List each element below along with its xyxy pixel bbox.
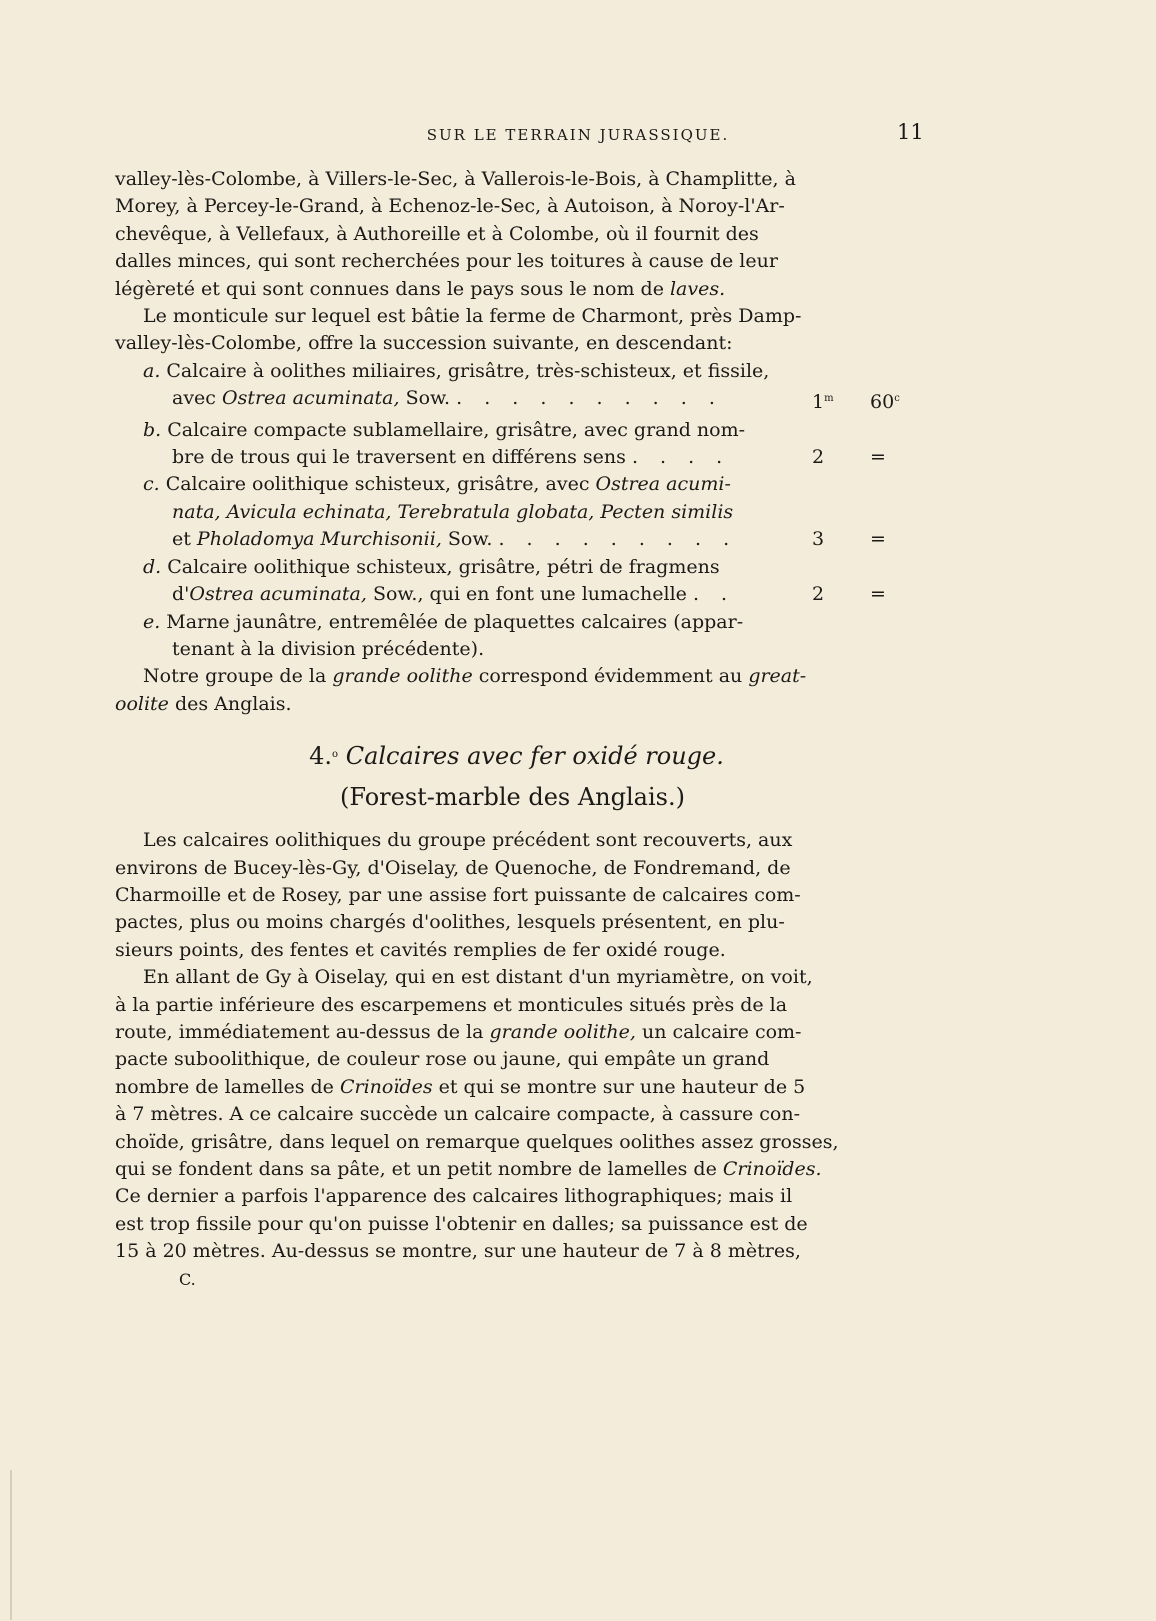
leader-dots: . . . . xyxy=(631,446,731,469)
item-label: e. xyxy=(143,610,161,633)
text-span: dalles minces, qui sont recherchées pour les toitures à cause de leur xyxy=(115,250,778,273)
italic-term: Ostrea acumi- xyxy=(595,473,731,496)
text-line xyxy=(115,691,910,718)
text-line xyxy=(115,166,910,193)
text-span: environs de Bucey-lès-Gy, d'Oiselay, de Quenoche, de Fondremand, de xyxy=(115,856,791,879)
list-item-d-cont xyxy=(115,581,910,608)
text-line xyxy=(115,248,910,275)
italic-term: Pholadomya Murchisonii, xyxy=(196,528,442,551)
text-span: qui se fondent dans sa pâte, et un petit nombre de lamelles de xyxy=(115,1158,723,1180)
list-item-c-cont xyxy=(115,526,910,553)
unit-sup: m xyxy=(824,393,834,405)
text-span: route, immédiatement au-dessus de la xyxy=(115,1020,490,1043)
text-span: Calcaire à oolithes miliaires, grisâtre, très-schisteux, et fissile, xyxy=(166,359,770,382)
list-item-b xyxy=(115,417,910,444)
text-line xyxy=(115,1183,910,1210)
text-span: chevêque, à Vellefaux, à Authoreille et à Colombe, où il fournit des xyxy=(115,222,759,245)
text-span xyxy=(172,444,812,471)
italic-term: Crinoïdes xyxy=(339,1075,433,1098)
text-span: pacte suboolithique, de couleur rose ou jaune, qui empâte un grand xyxy=(115,1048,770,1071)
text-span: Ce dernier a parfois l'apparence des calcaires lithographiques; mais il xyxy=(115,1185,793,1208)
text-span: Sow. xyxy=(441,528,493,551)
italic-term: nata, Avicula echinata, Terebratula globata, Pecten similis xyxy=(172,500,734,523)
text-span: Marne jaunâtre, entremêlée de plaquettes calcaires (appar- xyxy=(166,610,744,633)
text-span: correspond évidemment au xyxy=(472,665,749,688)
text-span xyxy=(172,526,812,553)
text-span: un calcaire com- xyxy=(635,1020,802,1043)
item-label: c. xyxy=(143,473,160,496)
list-item-a xyxy=(115,358,910,385)
centimetres-value: = xyxy=(870,446,886,469)
page-edge-mark xyxy=(10,1470,12,1620)
section-heading xyxy=(115,718,910,771)
text-line xyxy=(115,827,910,854)
thickness-value xyxy=(812,444,910,471)
text-line xyxy=(115,1129,910,1156)
list-item-b-cont xyxy=(115,444,910,471)
text-span: Les calcaires oolithiques du groupe précédent sont recouverts, aux xyxy=(143,829,793,852)
text-span: 1 xyxy=(812,391,825,414)
running-title: SUR LE TERRAIN JURASSIQUE. xyxy=(426,126,730,144)
text-span: avec xyxy=(172,387,222,410)
text-span xyxy=(172,581,812,608)
text-span: Calcaire oolithique schisteux, grisâtre, avec xyxy=(165,473,596,496)
text-line xyxy=(115,909,910,936)
unit-sup: c xyxy=(894,393,900,405)
text-span: Le monticule sur lequel est bâtie la ferme de Charmont, près Damp- xyxy=(143,305,802,328)
text-line xyxy=(115,276,910,303)
text-span: Sow., qui en font une lumachelle xyxy=(366,583,687,606)
text-line xyxy=(115,303,910,330)
text-span: bre de trous qui le traversent en différens sens xyxy=(172,446,626,469)
text-span: légèreté et qui sont connues dans le pays sous le nom de xyxy=(115,277,670,300)
text-span: choïde, grisâtre, dans lequel on remarque quelques oolithes assez grosses, xyxy=(115,1130,839,1153)
text-span: d' xyxy=(172,583,190,606)
italic-term: grande oolithe xyxy=(332,665,473,688)
text-span: et xyxy=(172,528,197,551)
text-line xyxy=(115,221,910,248)
list-item-e xyxy=(115,609,910,636)
text-line xyxy=(115,855,910,882)
text-span: à la partie inférieure des escarpemens et monticules situés près de la xyxy=(115,993,788,1016)
text-line xyxy=(115,992,910,1019)
text-span: nombre de lamelles de xyxy=(115,1075,340,1098)
italic-term: great- xyxy=(748,665,807,688)
text-span: 60 xyxy=(870,391,895,414)
text-line xyxy=(115,1046,910,1073)
list-item-d xyxy=(115,554,910,581)
metres-value xyxy=(812,385,834,416)
list-item-a-cont xyxy=(115,385,910,416)
signature-mark: C. xyxy=(179,1269,196,1289)
text-span: Calcaire compacte sublamellaire, grisâtre, avec grand nom- xyxy=(167,418,746,441)
list-item-e-cont xyxy=(115,636,910,663)
section-title: Calcaires avec fer oxidé rouge. xyxy=(345,742,724,771)
italic-term: laves. xyxy=(669,277,726,300)
text-span: tenant à la division précédente). xyxy=(172,637,485,660)
text-span: des Anglais. xyxy=(168,692,292,715)
text-line xyxy=(115,1211,910,1238)
leader-dots: . . . . . . . . . xyxy=(498,528,738,551)
text-line xyxy=(115,882,910,909)
text-line xyxy=(115,1101,910,1128)
text-line xyxy=(115,964,910,991)
list-item-c-cont xyxy=(115,499,910,526)
text-span: Calcaire oolithique schisteux, grisâtre, pétri de fragmens xyxy=(167,555,720,578)
text-span: Morey, à Percey-le-Grand, à Echenoz-le-Sec, à Autoison, à Noroy-l'Ar- xyxy=(115,195,785,218)
page-number: 11 xyxy=(897,120,924,144)
metres-value: 3 xyxy=(812,528,825,551)
item-label: d. xyxy=(143,555,162,578)
italic-term: Ostrea acuminata, xyxy=(189,583,367,606)
text-span: et qui se montre sur une hauteur de 5 xyxy=(432,1075,806,1098)
item-label: a. xyxy=(143,359,161,382)
metres-value: 2 xyxy=(812,583,825,606)
list-item-c xyxy=(115,471,910,498)
text-span: 4. xyxy=(309,742,333,771)
text-span: En allant de Gy à Oiselay, qui en est distant d'un myriamètre, on voit, xyxy=(143,966,813,989)
italic-term: oolite xyxy=(115,692,169,715)
text-span xyxy=(172,385,812,416)
italic-term: grande oolithe, xyxy=(489,1020,636,1043)
text-span: Sow. xyxy=(399,387,451,410)
page-body xyxy=(115,166,910,1293)
text-line xyxy=(115,663,910,690)
centimetres-value xyxy=(870,385,910,416)
text-line xyxy=(115,330,910,357)
ordinal-sup: o xyxy=(332,749,339,761)
thickness-value xyxy=(812,385,910,416)
text-span: est trop fissile pour qu'on puisse l'obtenir en dalles; sa puissance est de xyxy=(115,1212,808,1235)
section-subtitle: (Forest-marble des Anglais.) xyxy=(340,783,685,812)
centimetres-value: = xyxy=(870,528,886,551)
text-line xyxy=(115,1238,910,1265)
thickness-value xyxy=(812,581,910,608)
text-span: Charmoille et de Rosey, par une assise fort puissante de calcaires com- xyxy=(115,883,801,906)
text-span: Notre groupe de la xyxy=(143,665,333,688)
italic-term: Crinoïdes. xyxy=(722,1158,822,1180)
text-span: 15 à 20 mètres. Au-dessus se montre, sur une hauteur de 7 à 8 mètres, xyxy=(115,1240,801,1263)
thickness-value xyxy=(812,526,910,553)
text-line xyxy=(115,1156,910,1183)
text-line xyxy=(115,1074,910,1101)
leader-dots: . . xyxy=(692,583,736,606)
italic-term: Ostrea acuminata, xyxy=(222,387,400,410)
item-label: b. xyxy=(143,418,162,441)
text-line xyxy=(115,193,910,220)
section-number xyxy=(309,742,338,770)
text-span: à 7 mètres. A ce calcaire succède un calcaire compacte, à cassure con- xyxy=(115,1103,800,1126)
leader-dots: . . . . . . . . . . xyxy=(456,387,723,410)
text-span: valley-lès-Colombe, offre la succession suivante, en descendant: xyxy=(115,332,733,355)
metres-value: 2 xyxy=(812,446,825,469)
centimetres-value: = xyxy=(870,583,886,606)
text-line xyxy=(115,1019,910,1046)
text-span: sieurs points, des fentes et cavités remplies de fer oxidé rouge. xyxy=(115,938,726,961)
text-span: pactes, plus ou moins chargés d'oolithes, lesquels présentent, en plu- xyxy=(115,911,785,934)
text-span: valley-lès-Colombe, à Villers-le-Sec, à Vallerois-le-Bois, à Champlitte, à xyxy=(115,168,796,190)
text-line xyxy=(115,937,910,964)
